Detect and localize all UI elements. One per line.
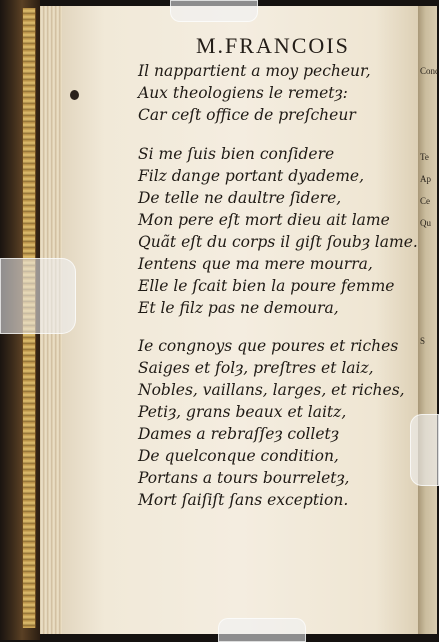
- poem-line: Quãt eſt du corps il giſt ſoubȝ lame.: [138, 233, 418, 251]
- poem-line: Nobles, vaillans, larges, et riches,: [138, 381, 405, 399]
- poem-line: Aux theologiens le remetȝ:: [138, 84, 348, 102]
- facing-page-fragment: Ap: [420, 174, 431, 184]
- poem-line: Mon pere eſt mort dieu ait lame: [138, 211, 390, 229]
- poem-line: De quelconque condition,: [138, 447, 339, 465]
- poem-line: Saiges et folȝ, preſtres et laiz,: [138, 359, 374, 377]
- poem-line: Ientens que ma mere mourra,: [138, 255, 373, 273]
- poem-line: Si me ſuis bien conſidere: [138, 145, 335, 163]
- page-clip-top: [170, 0, 258, 22]
- poem-line: Ie congnoys que poures et riches: [138, 337, 399, 355]
- facing-page-fragment: Qu: [420, 218, 431, 228]
- poem-line: Petiȝ, grans beaux et laitz,: [138, 403, 347, 421]
- facing-page-edge: [418, 6, 437, 634]
- poem-line: Il nappartient a moy pecheur,: [138, 62, 371, 80]
- poem-line: Et le filz pas ne demoura,: [138, 299, 339, 317]
- facing-page-fragment: Conc: [420, 66, 439, 76]
- poem-line: Filz dange portant dyademe,: [138, 167, 365, 185]
- poem-line: Portans a tours bourreletȝ,: [138, 469, 350, 487]
- poem-line: Mort ſaiſiſt ſans exception.: [138, 491, 349, 509]
- poem-line: Car ceſt office de preſcheur: [138, 106, 356, 124]
- poem-line: De telle ne daultre ſidere,: [138, 189, 342, 207]
- poem-line: Dames a rebraſſeȝ colletȝ: [138, 425, 339, 443]
- running-head: M.FRANCOIS: [196, 33, 350, 58]
- facing-page-fragment: Ce: [420, 196, 430, 206]
- page-clip-bottom: [218, 618, 306, 642]
- facing-page-fragment: S: [420, 336, 426, 346]
- page-clip-left: [0, 258, 76, 334]
- facing-page-fragment: Te: [420, 152, 429, 162]
- page-clip-right: [410, 414, 439, 486]
- poem-line: Elle le ſcait bien la poure femme: [138, 277, 395, 295]
- ink-blot: [70, 90, 79, 100]
